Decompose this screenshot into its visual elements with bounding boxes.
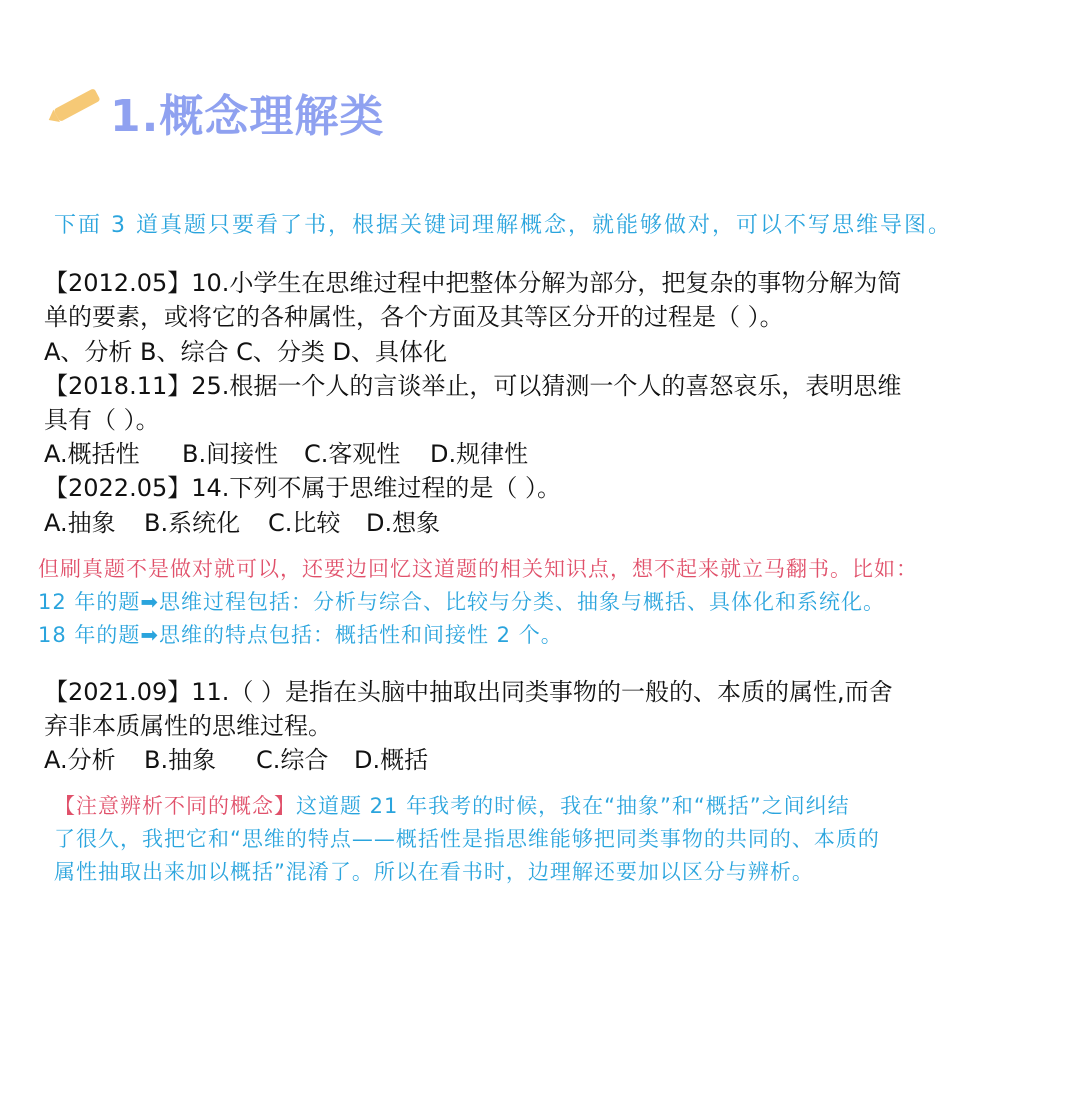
question-line: 【2012.05】10.小学生在思维过程中把整体分解为部分，把复杂的事物分解为简	[44, 269, 902, 297]
tip-line-blue: 18 年的题➡思维的特点包括：概括性和间接性 2 个。	[38, 623, 563, 647]
option: A.抽象	[44, 509, 116, 537]
option: A.分析	[44, 746, 116, 774]
tip-line-blue: 12 年的题➡思维过程包括：分析与综合、比较与分类、抽象与概括、具体化和系统化。	[38, 590, 885, 614]
option: C.综合	[256, 746, 329, 774]
option: D.概括	[354, 746, 429, 774]
analysis-line: 属性抽取出来加以概括”混淆了。所以在看书时，边理解还要加以区分与辨析。	[54, 860, 814, 884]
option: B.系统化	[144, 509, 241, 537]
option: B.间接性	[182, 440, 279, 468]
tip-line-red: 但刷真题不是做对就可以，还要边回忆这道题的相关知识点，想不起来就立马翻书。比如：	[38, 557, 918, 581]
question-line: 【2021.09】11.（ ）是指在头脑中抽取出同类事物的一般的、本质的属性,而舍	[44, 678, 893, 706]
question-options	[44, 740, 428, 775]
analysis-line	[54, 790, 850, 820]
question-options	[44, 503, 440, 538]
analysis-line: 了很久，我把它和“思维的特点——概括性是指思维能够把同类事物的共同的、本质的	[54, 827, 880, 851]
intro-note: 下面 3 道真题只要看了书，根据关键词理解概念，就能够做对，可以不写思维导图。	[54, 213, 952, 238]
question-line: 单的要素，或将它的各种属性，各个方面及其等区分开的过程是（ ）。	[44, 303, 784, 331]
option: D.想象	[366, 509, 441, 537]
analysis-prefix: 【注意辨析不同的概念】	[54, 794, 296, 818]
question-options	[44, 434, 528, 469]
option: C.比较	[268, 509, 341, 537]
question-line: 【2022.05】14.下列不属于思维过程的是（ ）。	[44, 474, 562, 502]
analysis-text: 这道题 21 年我考的时候，我在“抽象”和“概括”之间纠结	[296, 794, 850, 818]
page-title: 1.概念理解类	[110, 91, 385, 142]
question-options: A、分析 B、综合 C、分类 D、具体化	[44, 338, 448, 366]
pencil-icon	[53, 88, 100, 122]
option: A.概括性	[44, 440, 140, 468]
question-line: 【2018.11】25.根据一个人的言谈举止，可以猜测一个人的喜怒哀乐，表明思维	[44, 372, 902, 400]
question-line: 具有（ ）。	[44, 406, 160, 434]
option: C.客观性	[304, 440, 401, 468]
option: B.抽象	[144, 746, 217, 774]
option: D.规律性	[430, 440, 529, 468]
question-line: 弃非本质属性的思维过程。	[44, 712, 332, 740]
